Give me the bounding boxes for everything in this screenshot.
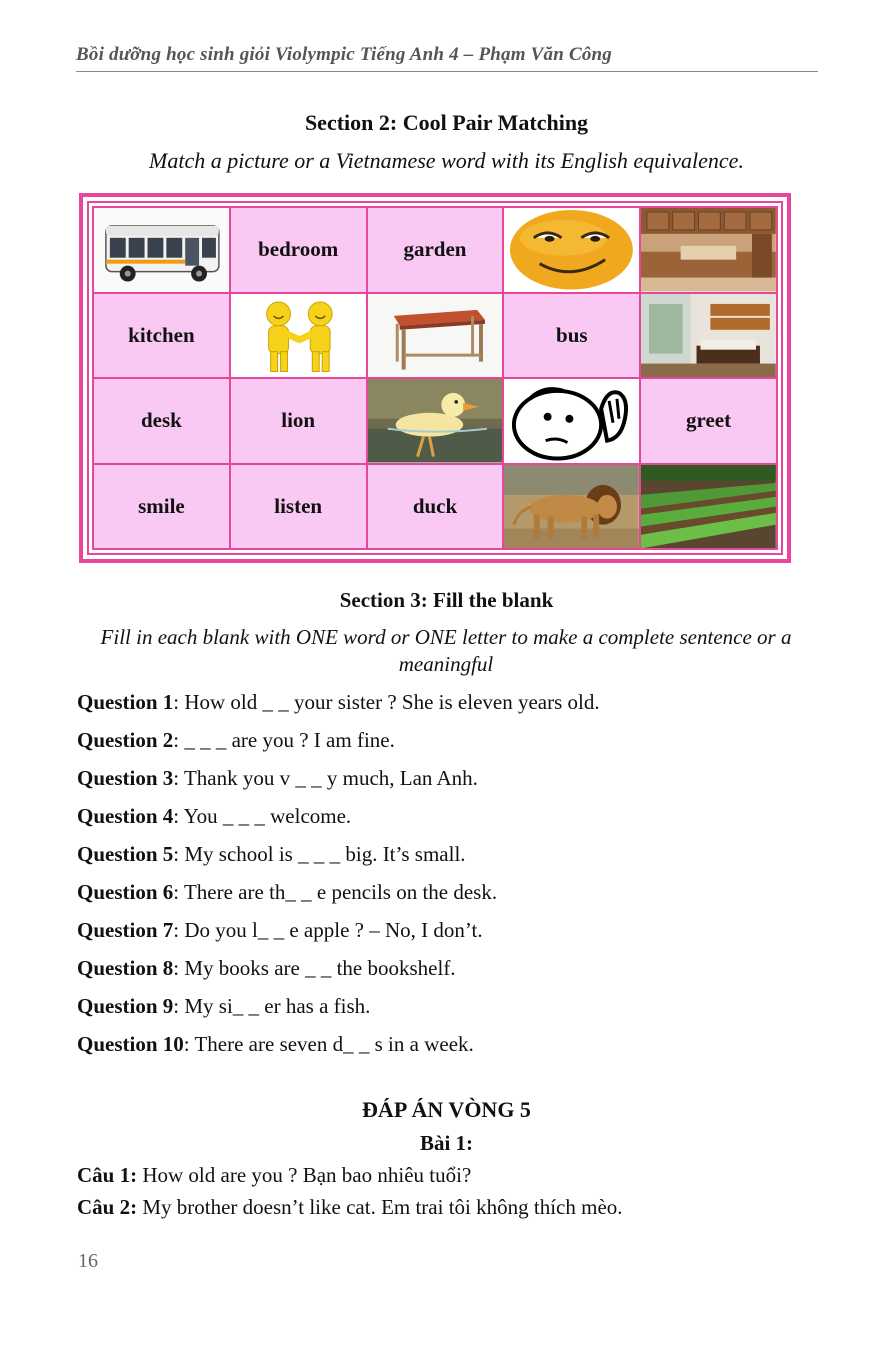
cell-word-duck[interactable]: duck — [368, 465, 505, 551]
cell-word-garden[interactable]: garden — [368, 208, 505, 294]
garden-icon — [641, 465, 776, 549]
section3-title: Section 3: Fill the blank — [339, 588, 554, 612]
cell-word-bus[interactable]: bus — [504, 294, 641, 380]
answer-key-title: ĐÁP ÁN VÒNG 5 — [362, 1097, 531, 1122]
question-text: : Do you l_ _ e apple ? – No, I don’t. — [173, 918, 483, 942]
page-number: 16 — [78, 1250, 98, 1272]
running-header — [76, 44, 818, 72]
kitchen-icon — [641, 208, 776, 292]
cell-lion-picture[interactable] — [504, 465, 641, 551]
question-2 — [77, 726, 837, 764]
cell-desk-picture[interactable] — [368, 294, 505, 380]
question-5 — [77, 840, 837, 878]
cell-word-bedroom[interactable]: bedroom — [231, 208, 368, 294]
question-label: Question 2 — [77, 728, 174, 752]
section2-title: Section 2: Cool Pair Matching — [304, 110, 589, 135]
cell-bus-picture[interactable] — [94, 208, 231, 294]
lion-icon — [504, 465, 639, 549]
cell-bedroom-picture[interactable] — [641, 294, 778, 380]
question-7 — [77, 916, 837, 954]
question-text: : My school is _ _ _ big. It’s small. — [173, 842, 466, 866]
bedroom-icon — [641, 294, 776, 378]
question-list — [77, 688, 837, 1068]
question-label: Question 6 — [77, 880, 174, 904]
question-text: : My si_ _ er has a fish. — [173, 994, 371, 1018]
matching-grid-inner-border — [87, 201, 783, 555]
matching-grid — [92, 206, 778, 550]
bus-icon — [94, 208, 229, 292]
question-label: Question 3 — [77, 766, 174, 790]
smiley-face-icon — [504, 208, 639, 292]
listening-face-icon — [504, 379, 639, 463]
question-9 — [77, 992, 837, 1030]
answer-1 — [77, 1163, 857, 1188]
question-text: : There are th_ _ e pencils on the desk. — [173, 880, 498, 904]
question-6 — [77, 878, 837, 916]
question-label: Question 1 — [77, 690, 174, 714]
question-text: : How old _ _ your sister ? She is eleven years old. — [173, 690, 600, 714]
section2-instructions: Match a picture or a Vietnamese word with its English equivalence. — [149, 148, 744, 173]
answer-key-subtitle: Bài 1: — [419, 1131, 474, 1155]
question-label: Question 9 — [77, 994, 174, 1018]
answer-2 — [77, 1195, 857, 1220]
question-label: Question 5 — [77, 842, 174, 866]
cell-greeting-picture[interactable] — [231, 294, 368, 380]
header-text: Bồi dưỡng học sinh giỏi Violympic Tiếng Anh 4 – Phạm Văn Công — [76, 44, 612, 65]
section3-instructions: Fill in each blank with ONE word or ONE letter to make a complete sentence or a meaningful — [100, 625, 792, 676]
cell-kitchen-picture[interactable] — [641, 208, 778, 294]
matching-grid-frame — [79, 193, 791, 563]
question-10 — [77, 1030, 837, 1068]
question-label: Question 7 — [77, 918, 174, 942]
cell-word-listen[interactable]: listen — [231, 465, 368, 551]
cell-smiley-picture[interactable] — [504, 208, 641, 294]
answer-text: My brother doesn’t like cat. Em trai tôi không thích mèo. — [137, 1195, 623, 1219]
answer-text: How old are you ? Bạn bao nhiêu tuổi? — [137, 1163, 472, 1187]
duck-icon — [368, 379, 503, 463]
question-text: : My books are _ _ the bookshelf. — [173, 956, 456, 980]
cell-word-greet[interactable]: greet — [641, 379, 778, 465]
question-label: Question 8 — [77, 956, 174, 980]
question-8 — [77, 954, 837, 992]
cell-word-desk[interactable]: desk — [94, 379, 231, 465]
answer-label: Câu 2: — [77, 1195, 138, 1219]
greeting-figures-icon — [231, 294, 366, 378]
question-text: : Thank you v _ _ y much, Lan Anh. — [173, 766, 478, 790]
cell-word-kitchen[interactable]: kitchen — [94, 294, 231, 380]
desk-icon — [368, 294, 503, 378]
cell-garden-picture[interactable] — [641, 465, 778, 551]
question-text: : _ _ _ are you ? I am fine. — [173, 728, 395, 752]
question-3 — [77, 764, 837, 802]
cell-word-lion[interactable]: lion — [231, 379, 368, 465]
cell-word-smile[interactable]: smile — [94, 465, 231, 551]
question-4 — [77, 802, 837, 840]
cell-listening-picture[interactable] — [504, 379, 641, 465]
question-text: : You _ _ _ welcome. — [173, 804, 352, 828]
question-label: Question 4 — [77, 804, 174, 828]
question-1 — [77, 688, 837, 726]
question-label: Question 10 — [77, 1032, 184, 1056]
answer-label: Câu 1: — [77, 1163, 138, 1187]
cell-duck-picture[interactable] — [368, 379, 505, 465]
question-text: : There are seven d_ _ s in a week. — [183, 1032, 474, 1056]
